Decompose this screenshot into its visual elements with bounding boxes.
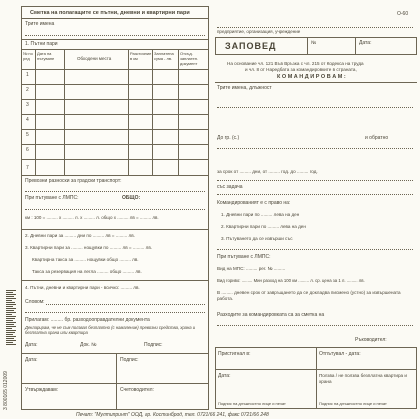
col-header-distance: Разстояние в км	[130, 51, 152, 61]
arrived-label: Пристигнал в:	[218, 351, 251, 357]
destination-field[interactable]	[217, 148, 413, 149]
organization-label: предприятие, организация, учреждение	[217, 29, 301, 34]
row-number: 5	[26, 132, 29, 138]
komandirovam-heading: К О М А Н Д И Р О В А М :	[277, 74, 346, 80]
destination-label: До гр. (с.)	[217, 135, 240, 141]
food-accommodation: Ползва / не ползва безплатна квартира и храна	[319, 373, 407, 384]
report-deadline: В ......... дневен срок от завръщането да се докладва писмено (устно) за извършената работа.	[217, 290, 401, 301]
section1-label: 1. Пътни пари	[25, 41, 58, 47]
employee-names-field[interactable]	[217, 107, 413, 108]
mps-label: При пътуване с ЛМПС:	[25, 195, 79, 201]
account-title: Сметка на полагащите се пътни, дневни и квартирни пари	[30, 10, 190, 16]
date-label: Дата:	[25, 342, 38, 348]
mps-label-right: При пътуване с ЛМПС:	[217, 254, 271, 260]
reservation-fee: Такса за резервация на легла ......... общо ......... лв.	[32, 269, 142, 274]
accommodation-fee: Квартирна такса за ......... нощувки общо ......... лв.	[32, 257, 139, 262]
order-date-label: Дата:	[359, 40, 372, 46]
row-number: 4	[26, 117, 29, 123]
section4-total: 4. Пътни, дневни и квартирни пари - всичко: ......... лв.	[25, 285, 140, 290]
form-code: О-60	[397, 11, 409, 17]
col-header-document: Отсъд. заплатен. документ	[180, 51, 199, 66]
official-stamp-label-2: Подпис на длъжностно лице и печат	[319, 401, 387, 406]
col-header-num: № по ред	[23, 51, 33, 61]
rights-accommodation: 2. Квартирни пари по ......... лева на ден	[221, 224, 306, 229]
row-number: 3	[26, 102, 29, 108]
doc-number-label: Док. №	[80, 342, 97, 348]
section3-accommodation: 3. Квартирни пари за ......... нощувки по ......... лв = ......... лв.	[25, 245, 153, 250]
vehicle-type: Вид на МПС: ......... рег. № .........	[217, 266, 286, 271]
signature-label: Подпис:	[144, 342, 163, 348]
col-header-places: Обходени места	[77, 56, 112, 61]
task-label: със задача	[217, 184, 243, 190]
legal-basis-line2: и чл. 8 от Наредбата за командировките в страната,	[245, 67, 357, 72]
and-back-label: и обратно	[365, 135, 389, 141]
attached-docs: Прилагам: ......... бр. разходооправдателни документа	[25, 317, 150, 323]
task-field[interactable]	[217, 194, 413, 195]
signature-label-2: Подпис:	[120, 357, 139, 363]
col-header-amount: Заплатена сума - лв.	[154, 51, 174, 61]
row-number: 6	[26, 147, 29, 153]
order-title: ЗАПОВЕД	[225, 41, 277, 51]
legal-basis-line1: На основание чл. 121 Във Връзка с чл. 215 от Кодекса на труда	[227, 61, 364, 66]
col-header-date: Дата на пътуване	[37, 51, 55, 61]
arrival-date-label: Дата:	[218, 373, 231, 379]
travel-order-panel	[214, 6, 416, 410]
expenses-label: Разходите за командировката са за сметка на	[217, 312, 325, 318]
barcode-number: 3 800165 012009	[3, 371, 9, 410]
employee-names-label: Трите имена, длъжност	[217, 85, 272, 91]
expenses-field[interactable]	[217, 325, 413, 326]
row-number: 2	[26, 87, 29, 93]
km-calculation: км : 100 = ......... х ......... л. х ......... л. общо х ......... лв = ......... лв.	[25, 215, 159, 220]
order-number-label: №	[311, 40, 317, 46]
words-field[interactable]	[46, 304, 205, 305]
organization-field[interactable]	[217, 27, 413, 28]
rights-label: Командированият е с право на:	[217, 200, 291, 206]
expense-account-panel	[21, 6, 209, 410]
date-label-2: Дата:	[25, 357, 38, 363]
official-stamp-label: Подпис на длъжностно лице и печат	[218, 401, 286, 406]
accountant-label: Счетоводител:	[120, 387, 154, 393]
rights-daily: 1. Дневни пари по ......... лева на ден	[221, 212, 300, 217]
section2-daily-allowance: 2. Дневни пари за ......... дни по ......... лв = ......... лв.	[25, 233, 135, 238]
names-field[interactable]	[25, 35, 205, 36]
approver-label: Утвърждавам:	[25, 387, 59, 393]
row-number: 7	[26, 165, 29, 171]
duration-line: за срок от ......... дни, от ......... год. до ......... год.	[217, 169, 318, 174]
printer-footer: Печат: "Мултипринт" ООД, гр. Костинброд, тел. 0721/66 241, факс 0721/66 248	[76, 412, 269, 418]
transport-label: Превозни разноски за градски транспорт:	[25, 178, 122, 184]
rights-transport: 3. Пътуването да се извърши със	[221, 236, 293, 241]
total-label: ОБЩО:	[122, 195, 141, 201]
manager-label: Ръководител:	[355, 337, 387, 343]
fuel-type: Вид гориво: ......... Мин разход на 100 км ......... л. ср. цена за 1 л. ......... лв.	[217, 278, 365, 283]
departed-label: Отпътувал - дата:	[319, 351, 361, 357]
row-number: 1	[26, 72, 29, 78]
names-label: Трите имена	[25, 21, 55, 27]
words-label: Словом:	[25, 299, 45, 305]
declaration-text: Декларирам, че не съм ползвал безплатно (с намаление) превозни средства, храна и безплатна храна или квартира	[25, 325, 196, 335]
